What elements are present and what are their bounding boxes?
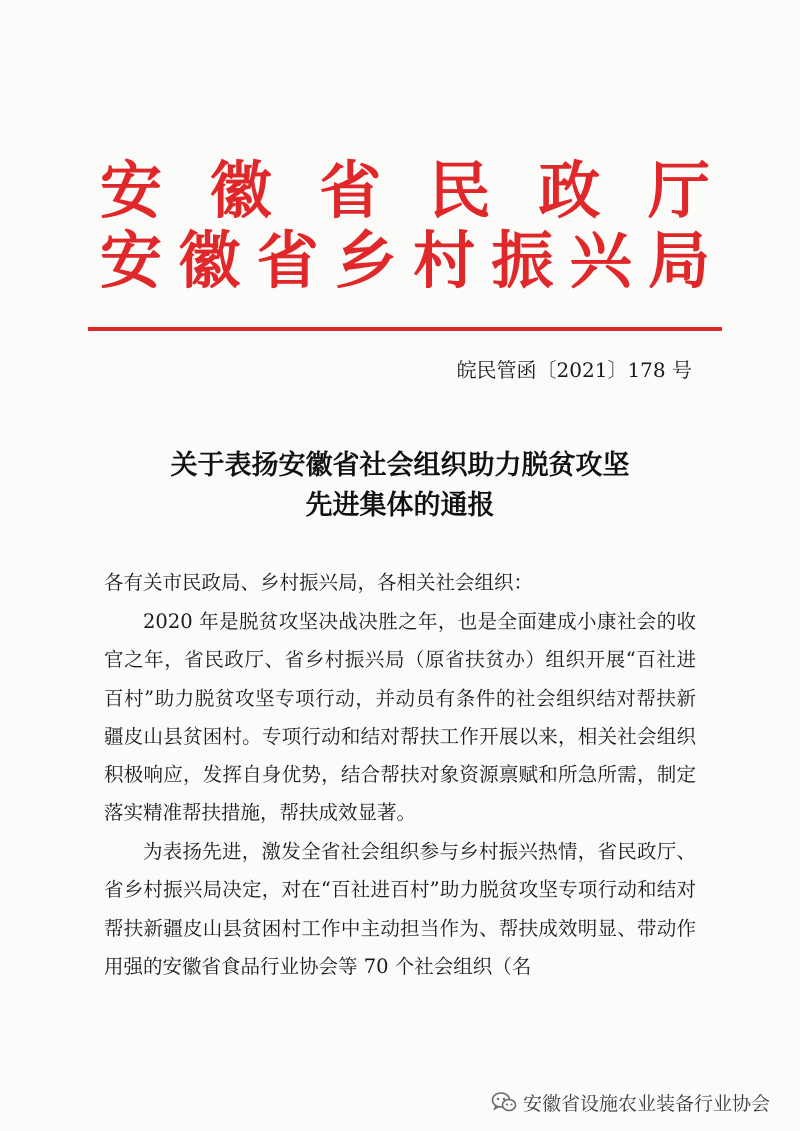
salutation: 各有关市民政局、乡村振兴局，各相关社会组织： [104, 571, 534, 594]
document-title-line-2: 先进集体的通报 [305, 490, 495, 521]
wechat-icon [491, 1091, 517, 1113]
body-paragraph-2: 为表扬先进，激发全省社会组织参与乡村振兴热情，省民政厅、省乡村振兴局决定，对在“百社进百村”助力脱贫攻坚专项行动和结对帮扶新疆皮山县贫困村工作中主动担当作为、帮扶成效明显、带动作用强的安徽省食品行业协会等 70 个社会组织（名 [104, 840, 696, 978]
letterhead-org-line-2: 安徽省乡村振兴局 [100, 224, 710, 297]
document-title-line-1: 关于表扬安徽省社会组织助力脱贫攻坚 [170, 450, 630, 481]
body-paragraph-1: 2020 年是脱贫攻坚决战决胜之年，也是全面建成小康社会的收官之年，省民政厅、省乡村振兴局（原省扶贫办）组织开展“百社进百村”助力脱贫攻坚专项行动，并动员有条件的社会组织结对帮扶新疆皮山县贫困村。专项行动和结对帮扶工作开展以来，相关社会组织积极响应，发挥自身优势，结合帮扶对象资源禀赋和所急所需，制定落实精准帮扶措施，帮扶成效显著。 [104, 610, 696, 825]
letterhead-org-line-1: 安徽省民政厅 [100, 154, 710, 227]
watermark-text: 安徽省设施农业装备行业协会 [522, 1092, 770, 1115]
wechat-watermark [491, 1089, 770, 1115]
document-number: 皖民管函〔2021〕178 号 [456, 358, 692, 382]
letterhead-red-rule [88, 327, 722, 331]
